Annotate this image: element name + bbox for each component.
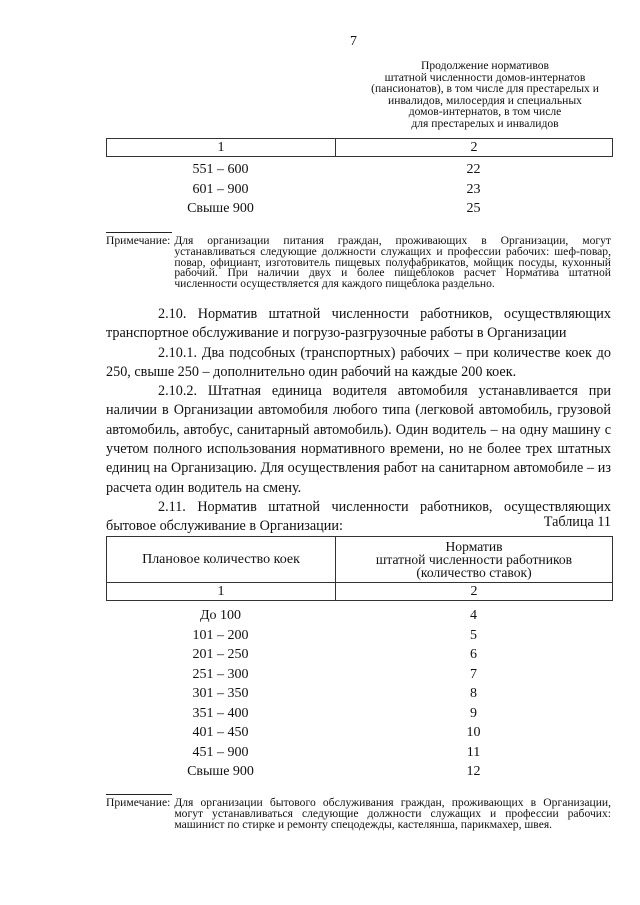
staff-cell: 23 (466, 181, 481, 197)
staff-cell: 10 (466, 725, 481, 740)
note-label: Примечание: (106, 234, 171, 247)
staff-cell: 12 (466, 764, 481, 779)
table-row (106, 180, 612, 200)
column-number-1: 1 (107, 139, 336, 157)
heading-line: штатной численности домов-интернатов (384, 70, 586, 84)
paragraph-2-10-2: 2.10.2. Штатная единица водителя автомобиля устанавливается при наличии в Организации автомобиля любого типа (легковой автомобиль, грузовой автомобиль, автобус, санитарный автомобиль). Один водитель – на одну машину с учетом полного использования нормативного времени, но не более трех штатных единиц на Организацию. Для осуществления работ на санитарном автомобиле – из расчета один водитель на смену. (106, 383, 611, 496)
column-number-2: 2 (336, 139, 613, 157)
beds-cell: 601 – 900 (192, 181, 249, 197)
table-row (106, 160, 612, 180)
table-row (106, 743, 612, 763)
note-label: Примечание: (106, 796, 171, 809)
header-line: Норматив (445, 539, 503, 554)
table-row (106, 665, 612, 685)
continued-table-body (106, 160, 612, 219)
beds-cell: 351 – 400 (192, 705, 249, 721)
table-row (106, 723, 612, 743)
beds-cell: 301 – 350 (192, 686, 249, 701)
staff-cell: 8 (470, 686, 477, 701)
header-staff-norm (336, 537, 613, 583)
continuation-heading (360, 60, 610, 129)
staff-cell: 5 (470, 627, 477, 643)
staff-cell: 9 (470, 705, 477, 721)
staff-cell: 11 (466, 744, 481, 760)
table-row (106, 645, 612, 665)
staff-cell: 22 (466, 162, 481, 177)
table-row (106, 626, 612, 646)
heading-line: Продолжение нормативов (420, 59, 550, 72)
column-number-1: 1 (107, 583, 336, 601)
note-household (106, 798, 611, 830)
beds-cell: 551 – 600 (192, 162, 249, 177)
table-caption: Таблица 11 (543, 514, 611, 530)
body-text (106, 305, 611, 537)
paragraph-2-11: 2.11. Норматив штатной численности работников, осуществляющих бытовое обслуживание в Организации: (106, 498, 611, 535)
beds-cell: 101 – 200 (192, 627, 249, 643)
continued-table-header (106, 138, 613, 157)
note-divider (106, 232, 172, 233)
beds-cell: Свыше 900 (187, 201, 254, 216)
table-row (106, 704, 612, 724)
table-row (106, 606, 612, 626)
paragraph-2-10: 2.10. Норматив штатной численности работников, осуществляющих транспортное обслуживание и погрузо-разгрузочные работы в Организации (106, 306, 611, 342)
beds-cell: 201 – 250 (192, 647, 249, 662)
note-text: Для организации бытового обслуживания граждан, проживающих в Организации, могут устанавливаться следующие должности служащих и профессии рабочих: машинист по стирке и ремонту спецодежды, кастелянша, парикмахер, швея. (174, 796, 611, 831)
note-text: Для организации питания граждан, проживающих в Организации, могут устанавливаться следующие должности служащих и профессии рабочих: шеф-повар, повар, официант, изготовитель пищевых полуфабрикатов, мойщик посуды, кухонный рабочий. При наличии двух и более пищеблоков расчет Норматива штатной численности осуществляется для каждого пищеблока раздельно. (174, 234, 611, 291)
note-catering (106, 236, 611, 290)
heading-line: для престарелых и инвалидов (411, 116, 559, 130)
table-11-header (106, 536, 613, 601)
table-row (106, 684, 612, 704)
page-number: 7 (350, 34, 357, 49)
staff-cell: 7 (470, 666, 477, 682)
beds-cell: 451 – 900 (192, 744, 249, 760)
beds-cell: Свыше 900 (187, 764, 254, 779)
beds-cell: 251 – 300 (192, 666, 249, 682)
header-line: (количество ставок) (416, 565, 532, 580)
staff-cell: 4 (470, 608, 477, 623)
heading-line: домов-интернатов, в том числе (408, 105, 562, 118)
table-row (106, 199, 612, 219)
beds-cell: До 100 (199, 608, 242, 623)
heading-line: (пансионатов), в том числе для престарелых и (371, 82, 599, 95)
heading-line: инвалидов, милосердия и специальных (388, 93, 582, 107)
note-divider (106, 794, 172, 795)
staff-cell: 25 (466, 201, 481, 216)
table-row (106, 762, 612, 782)
paragraph-2-10-1: 2.10.1. Два подсобных (транспортных) рабочих – при количестве коек до 250, свыше 250 – дополнительно один рабочий на каждые 200 коек. (106, 344, 611, 380)
header-line: штатной численности работников (375, 552, 573, 567)
beds-cell: 401 – 450 (192, 725, 249, 740)
table-11-body (106, 606, 612, 782)
header-beds: Плановое количество коек (107, 537, 336, 583)
column-number-2: 2 (336, 583, 613, 601)
staff-cell: 6 (470, 647, 477, 662)
